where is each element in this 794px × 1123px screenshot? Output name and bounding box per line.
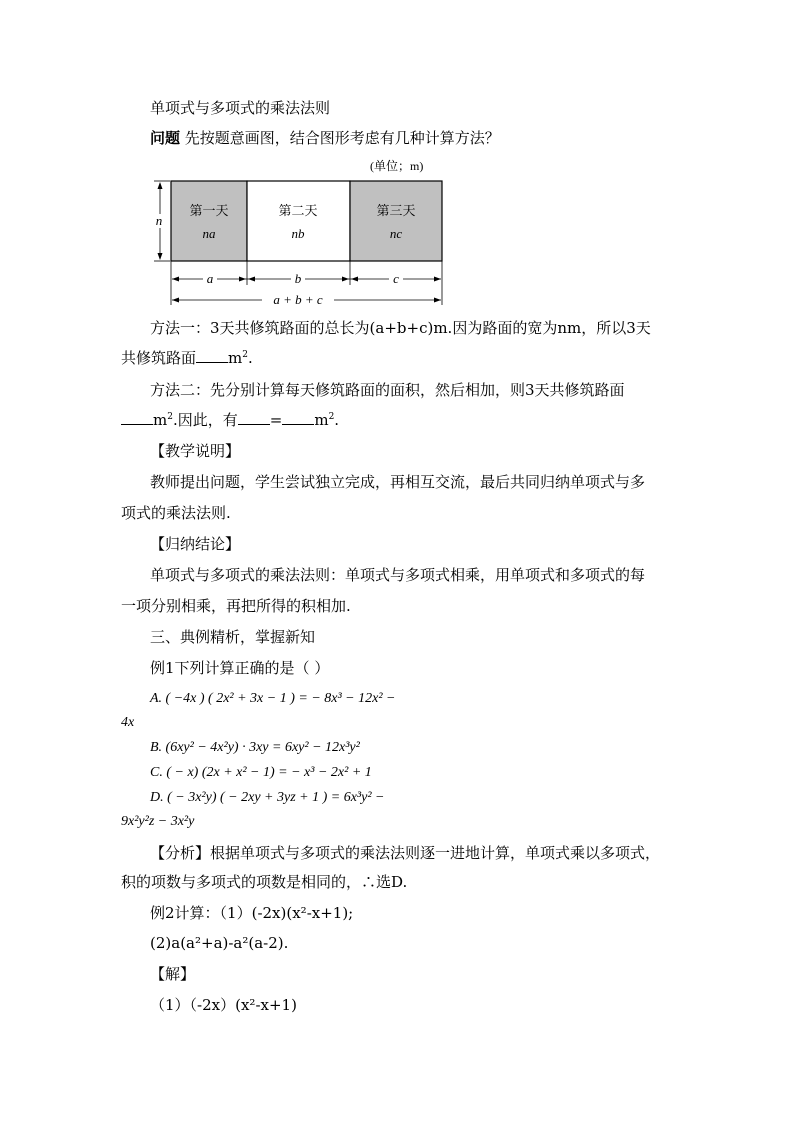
example1-option-a: A. ( −4x ) ( 2x² + 3x − 1 ) = − 8x³ − 12x² − [150,691,396,706]
day3-area: nc [389,226,403,241]
example1-option-d-cont: 9x²y²z − 3x²y [121,814,195,829]
example2-line2: (2)a(a²+a)-a²(a-2). [150,934,289,952]
b-arrow-left [248,277,255,282]
day2-area: nb [291,226,305,241]
unit-label: (单位；m) [370,159,424,173]
example1-question: 例1下列计算正确的是（ ） [150,659,330,677]
method2-period: . [334,411,340,429]
example1-option-a-cont: 4x [121,715,135,730]
section3-heading: 三、典例精析，掌握新知 [150,628,316,646]
total-label: a + b + c [273,292,323,307]
b-arrow-right [342,277,349,282]
method2-sup1: 2 [167,412,173,422]
analysis-line2: 积的项数与多项式的项数是相同的，∴选D. [121,873,408,891]
teaching-line2: 项式的乘法法则. [121,504,231,522]
solution-title: 【解】 [150,965,196,983]
problem-line [150,128,676,148]
method1-sup: 2 [242,350,248,360]
conclusion-line1: 单项式与多项式的乘法法则：单项式与多项式相乘，用单项式和多项式的每 [150,566,646,584]
day3-rect [350,181,442,261]
method2-sup2: 2 [328,412,335,422]
n-arrow-up [158,182,163,189]
road-diagram [148,157,448,309]
teaching-title: 【教学说明】 [150,442,241,460]
total-arrow-right [434,298,441,303]
method2-text1: 方法二：先分别计算每天修筑路面的面积，然后相加，则3天共修筑路面 [150,381,625,399]
conclusion-line2: 一项分别相乘，再把所得的积相加. [121,597,351,615]
a-arrow-right [239,277,246,282]
method2-line1 [150,380,676,400]
day2-label: 第二天 [278,203,318,218]
day2-rect [247,181,350,261]
n-label: n [155,213,163,228]
solution-line1: （1）（-2x）(x²-x+1) [150,996,297,1014]
day1-area: na [202,226,216,241]
problem-text: 先按题意画图，结合图形考虑有几种计算方法？ [180,129,500,147]
method2-blank3 [282,410,314,425]
analysis-line1: 【分析】根据单项式与多项式的乘法法则逐一进地计算，单项式乘以多项式， [150,844,661,862]
method2-line2 [121,410,676,430]
example1-option-b: B. (6xy² − 4x²y) · 3xy = 6xy² − 12x³y² [150,740,360,755]
method1-text2: 共修筑路面 [121,349,197,367]
a-arrow-left [172,277,179,282]
example1-option-c: C. ( − x) (2x + x² − 1) = − x³ − 2x² + 1 [150,765,372,780]
teaching-line1: 教师提出问题，学生尝试独立完成，再相互交流，最后共同归纳单项式与多 [150,473,646,491]
n-arrow-down [158,253,163,260]
day1-label: 第一天 [189,203,229,218]
day1-rect [171,181,247,261]
conclusion-title: 【归纳结论】 [150,535,241,553]
example1-option-d: D. ( − 3x²y) ( − 2xy + 3yz + 1 ) = 6x³y² − [150,790,385,805]
method1-unit: m [228,349,243,367]
method2-blank1 [121,410,153,425]
problem-label: 问题 [150,129,181,147]
method1-line2 [121,348,676,368]
total-arrow-left [172,298,179,303]
c-arrow-left [351,277,358,282]
section-heading [150,98,676,118]
example2-line1: 例2计算：（1）(-2x)(x²-x+1); [150,904,354,922]
method2-equals: = [269,411,283,429]
a-label: a [206,271,214,286]
method2-unit2: m [314,411,329,429]
day3-label: 第三天 [376,203,416,218]
method1-text1: 方法一：3天共修筑路面的总长为(a+b+c)m.因为路面的宽为nm，所以3天 [150,319,651,337]
heading-text: 单项式与多项式的乘法法则 [150,99,331,117]
method2-blank2 [238,410,270,425]
c-label: c [393,271,399,286]
b-label: b [294,271,302,286]
method1-blank [196,348,228,363]
method2-text2: .因此，有 [172,411,238,429]
c-arrow-right [434,277,441,282]
method1-line1 [150,318,676,338]
method1-period: . [247,349,253,367]
method2-unit1: m [153,411,168,429]
